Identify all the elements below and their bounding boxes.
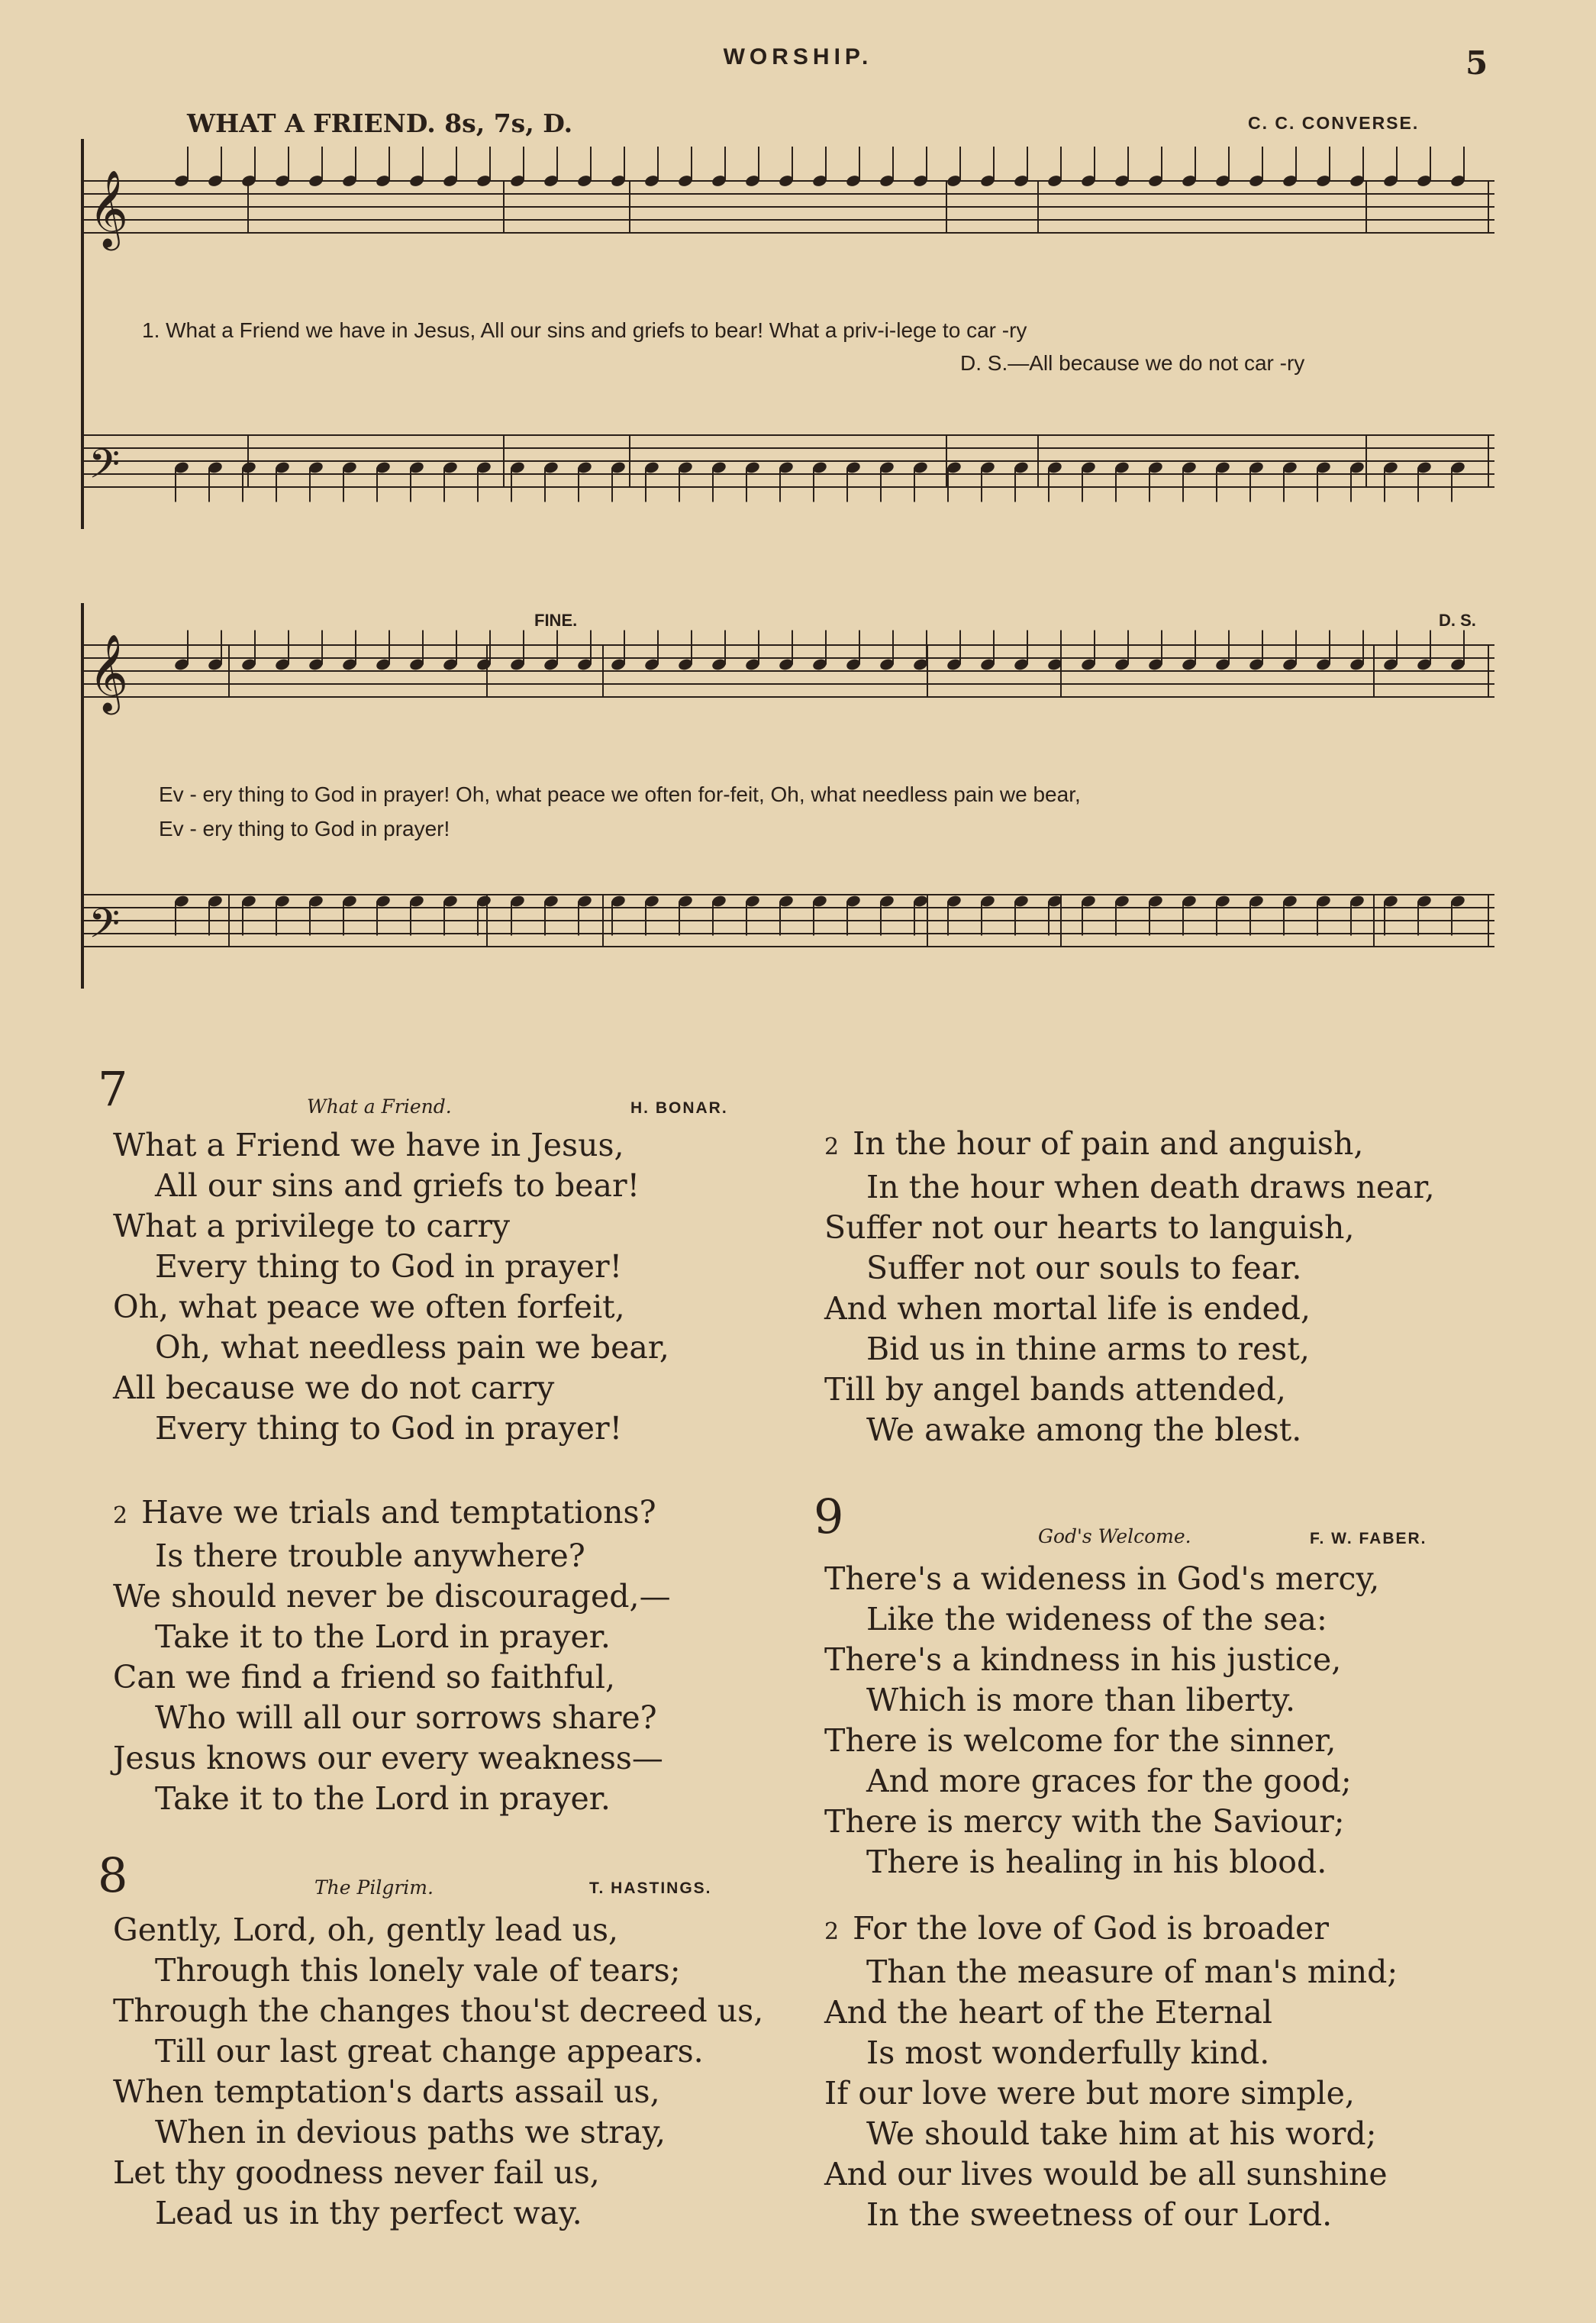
verse-line: Suffer not our hearts to languish, <box>824 1209 1355 1246</box>
verse-line: Gently, Lord, oh, gently lead us, <box>113 1912 619 1948</box>
verse-line: And more graces for the good; <box>866 1763 1352 1799</box>
verse-line: Take it to the Lord in prayer. <box>155 1618 611 1655</box>
verse-line: What a privilege to carry <box>113 1208 511 1244</box>
hymn-author: T. HASTINGS. <box>589 1879 712 1897</box>
lyric-line-3: Ev - ery thing to God in prayer! Oh, what peace we often for-feit, Oh, what needless pain we bear, <box>159 782 1081 806</box>
verse-line: Every thing to God in prayer! <box>155 1410 623 1447</box>
verse-line: In the hour of pain and anguish, <box>853 1125 1364 1162</box>
verse-line: Have we trials and temptations? <box>141 1494 656 1531</box>
verse-line: Every thing to God in prayer! <box>155 1248 623 1285</box>
verse-line: Is there trouble anywhere? <box>155 1537 585 1574</box>
verse-line: Till our last great change appears. <box>155 2033 704 2070</box>
hymn-subtitle: What a Friend. <box>307 1095 452 1118</box>
verse-line: When in devious paths we stray, <box>155 2114 666 2150</box>
hymn-author: H. BONAR. <box>630 1099 728 1117</box>
hymn-number: 9 <box>814 1489 844 1544</box>
verse-line: Through the changes thou'st decreed us, <box>113 1992 764 2029</box>
hymn-subtitle: The Pilgrim. <box>314 1876 434 1899</box>
lyric-line-1: 1. What a Friend we have in Jesus, All our sins and griefs to bear! What a priv-i-lege to car -ry <box>142 318 1027 342</box>
verse-line: Take it to the Lord in prayer. <box>155 1780 611 1817</box>
verse <box>824 1908 1398 2235</box>
verse <box>113 1492 671 1819</box>
verse-line: We should take him at his word; <box>866 2115 1377 2152</box>
verse-line: Till by angel bands attended, <box>824 1371 1286 1408</box>
verse <box>113 1910 763 2234</box>
verse-line: In the sweetness of our Lord. <box>866 2196 1333 2233</box>
verse-line: All because we do not carry <box>113 1370 555 1406</box>
verse-line: Let thy goodness never fail us, <box>113 2154 600 2191</box>
verse-line: And the heart of the Eternal <box>824 1994 1272 2031</box>
verse-line: When temptation's darts assail us, <box>113 2073 660 2110</box>
tune-title: WHAT A FRIEND. 8s, 7s, D. <box>187 108 573 138</box>
hymn-number: 7 <box>98 1061 128 1117</box>
verse-line: Than the measure of man's mind; <box>866 1954 1398 1990</box>
running-header: WORSHIP. <box>723 44 873 69</box>
verse-line: In the hour when death draws near, <box>866 1169 1435 1205</box>
verse-line: Bid us in thine arms to rest, <box>866 1331 1310 1367</box>
verse-line: For the love of God is broader <box>853 1910 1329 1947</box>
verse-line: Oh, what needless pain we bear, <box>155 1329 669 1366</box>
lyric-line-2: D. S.—All because we do not car -ry <box>960 351 1305 375</box>
verse-line: Jesus knows our every weakness— <box>113 1740 663 1776</box>
verse-line: Like the wideness of the sea: <box>866 1601 1327 1637</box>
verse <box>113 1125 669 1449</box>
music-score <box>0 0 1596 1069</box>
bass-clef-icon: 𝄢 <box>89 441 121 498</box>
lyric-line-4: Ev - ery thing to God in prayer! <box>159 817 450 840</box>
verse-number: 2 <box>824 1134 840 1160</box>
verse-line: What a Friend we have in Jesus, <box>113 1127 624 1163</box>
hymn-subtitle: God's Welcome. <box>1038 1525 1191 1547</box>
verse-line: Can we find a friend so faithful, <box>113 1659 616 1695</box>
verse-line: We awake among the blest. <box>866 1412 1302 1448</box>
verse-number: 2 <box>113 1502 128 1529</box>
verse-number: 2 <box>824 1918 840 1945</box>
bass-clef-icon: 𝄢 <box>89 901 121 957</box>
verse-line: Oh, what peace we often forfeit, <box>113 1289 625 1325</box>
verse-line: There is healing in his blood. <box>866 1844 1327 1880</box>
verse-line: Which is more than liberty. <box>866 1682 1296 1718</box>
treble-clef-icon: 𝄞 <box>89 633 129 711</box>
fine-mark: FINE. <box>534 611 578 630</box>
verse-line: There's a kindness in his justice, <box>824 1641 1342 1678</box>
verse-line: Is most wonderfully kind. <box>866 2034 1270 2071</box>
hymn-number: 8 <box>98 1847 128 1903</box>
verse-line: Lead us in thy perfect way. <box>155 2195 582 2231</box>
treble-clef-icon: 𝄞 <box>89 169 129 247</box>
verse-line: There is mercy with the Saviour; <box>824 1803 1345 1840</box>
page-number: 5 <box>1465 44 1488 82</box>
verse-line: Who will all our sorrows share? <box>155 1699 657 1736</box>
verse <box>824 1559 1379 1883</box>
verse-line: If our love were but more simple, <box>824 2075 1355 2112</box>
verse-line: And our lives would be all sunshine <box>824 2156 1388 2192</box>
verse-line: There is welcome for the sinner, <box>824 1722 1336 1759</box>
verse-line: Suffer not our souls to fear. <box>866 1250 1302 1286</box>
da-segno-mark: D. S. <box>1439 611 1476 630</box>
verse-line: All our sins and griefs to bear! <box>155 1167 640 1204</box>
verse-line: There's a wideness in God's mercy, <box>824 1560 1380 1597</box>
verse <box>824 1124 1435 1450</box>
hymn-author: F. W. FABER. <box>1310 1530 1427 1547</box>
verse-line: Through this lonely vale of tears; <box>155 1952 681 1989</box>
tune-composer: C. C. CONVERSE. <box>1248 113 1420 133</box>
verse-line: We should never be discouraged,— <box>113 1578 671 1615</box>
verse-line: And when mortal life is ended, <box>824 1290 1311 1327</box>
